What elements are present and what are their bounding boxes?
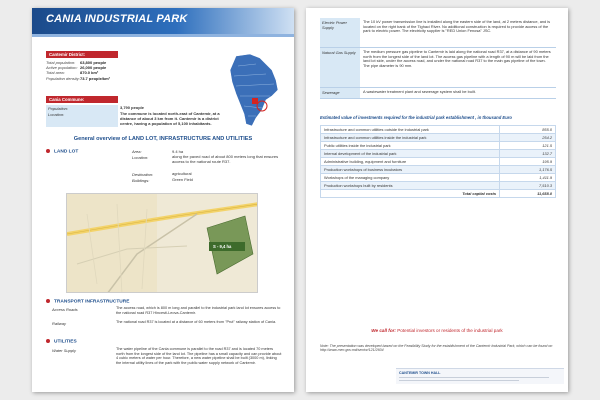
row-value: A wastewater treatment plant and sewerage system shall be built. [363, 89, 476, 94]
item-name: Production workshops of business incubators [324, 167, 403, 172]
right-page [306, 8, 568, 392]
cantemir-district-highlight [252, 98, 258, 104]
item-name: Public utilities inside the industrial park [324, 143, 391, 148]
cost-table [320, 125, 556, 198]
header-strip [32, 34, 294, 37]
water-supply-text: The water pipeline of the Cania commune is parallel to the road R37 and is located 70 meters north from the longest side of the land lot. The pipeline has a small capacity and can provide about 4 cubic meters of water per hour. Therefore, a new water pipeline shall be built (3000 m), linking the internal utility lines of the park with the public water supply network of Cantemir. [116, 347, 282, 365]
contact-footer [396, 368, 564, 384]
item-name: Infrastructure and common utilities outside the industrial park [324, 127, 429, 132]
row-key: Electric Power Supply [320, 18, 360, 47]
item-name: Infrastructure and common utilities inside the industrial park [324, 135, 427, 140]
table-row [320, 158, 556, 166]
cell-value: 870.0 km² [80, 70, 99, 76]
area-label: Area: [132, 149, 142, 154]
destination-value: agricultural [172, 171, 192, 176]
utilities-table [320, 18, 556, 99]
cell-key: Population density: [46, 75, 80, 81]
row-key: Natural Gas Supply [320, 48, 360, 87]
table-row [320, 88, 556, 99]
item-value: 121.5 [499, 142, 555, 149]
estimate-title: Estimated value of investments required for the industrial park establishment , in thousand Euro [320, 115, 512, 120]
cell-key: Total area: [46, 70, 65, 76]
cell-value: 63,800 people [80, 60, 107, 65]
utilities-heading-text: UTILITIES [54, 339, 77, 345]
left-page [32, 8, 294, 392]
item-value: 254.2 [499, 134, 555, 141]
item-value: 1,176.5 [499, 166, 555, 173]
access-roads-label: Access Roads [52, 307, 78, 312]
overview-title: General overview of LAND LOT, INFRASTRUCTURE AND UTILITIES [73, 136, 253, 142]
table-row [46, 76, 110, 81]
cell-key: Active population: [46, 65, 78, 71]
row-value: The medium pressure gas pipeline to Cantemir is laid along the national road R37, at a distance of 90 meters north from the longest side of the land lot. The access gas pipeline with a length of 90 m will be laid from the land lot side, under the access road, and under the national road R37 to the main gas pipeline of the town. The pipe diameter is 90 mm. [363, 49, 551, 68]
item-value: 195.9 [499, 158, 555, 165]
total-label: Total capital costs [462, 191, 496, 196]
footer-title: CANTEMIR TOWN HALL [399, 371, 441, 375]
bullet-icon [46, 299, 50, 303]
location-lot-value: along the paved road of about 800 meters long that ensures access to the national route R37. [172, 154, 279, 164]
commune-label: Cania Commune: [46, 96, 118, 103]
item-value: 132.7 [499, 150, 555, 157]
water-supply-label: Water Supply [52, 348, 76, 353]
cell-key: Total population: [46, 60, 76, 65]
transport-heading [46, 299, 129, 304]
table-row [320, 134, 556, 142]
moldova-map [226, 52, 282, 130]
destination-label: Destination: [132, 172, 154, 177]
transport-heading-text: TRANSPORT INFRASTRUCTURE [54, 299, 130, 305]
aerial-photo [66, 193, 258, 293]
district-table [46, 60, 110, 81]
table-row [320, 18, 556, 48]
item-value: 855.0 [499, 126, 555, 133]
call-for-text: Potential investors or residents of the industrial park [395, 328, 503, 333]
plot-area-label: S - 9,4 ha [213, 244, 232, 249]
page-title: CANIA INDUSTRIAL PARK [46, 13, 188, 25]
district-label: Cantemir District: [46, 51, 118, 58]
buildings-label: Buildings: [132, 178, 150, 183]
cell-value: 73.7 people/km² [80, 75, 111, 81]
land-lot-heading [46, 149, 78, 154]
location-label: Location: [48, 112, 65, 117]
footer-text-line [399, 380, 519, 381]
total-row [320, 190, 556, 198]
item-name: Production workshops built by residents [324, 183, 393, 188]
location-value: The commune is located north-east of Cantemir, at a distance of about 3 km from it. Cantemir is a district centre, having a population of 5,100 inhabitants. [120, 111, 220, 126]
row-key: Sewerage [320, 88, 360, 98]
call-for-label: We call for: [371, 328, 396, 333]
cell-value: 26,000 people [80, 65, 107, 71]
railway-label: Railway [52, 321, 67, 326]
access-roads-text: The access road, which is 800 m long and parallel to the industrial park land lot ensures access to the national road R37 Hincesti-Leova-Cantemir. [116, 306, 281, 315]
footnote: Note: The presentation was developed based on the Feasibility Study for the establishment of the Cantemir Industrial Park, which can be found on http://www.mec.gov.md/sector/121/2604 [320, 344, 553, 353]
buildings-value: Green Field [172, 177, 193, 182]
table-row [320, 166, 556, 174]
total-value: 11,658.0 [499, 190, 555, 197]
population-label: Population: [48, 106, 69, 111]
footer-text-line [399, 377, 549, 378]
row-value: The 10 kV power transmission line is installed along the eastern side of the land, at 2 meters distance, and is located on the right bank of the Tighaci River. No additional construction is required to provide access of the park to electric power. The electricity supplier is "RED Union Fenosa" JSC. [363, 19, 551, 34]
table-row [320, 150, 556, 158]
land-lot-heading-text: LAND LOT [54, 149, 79, 155]
railway-text: The national road R37 is located at a distance of 60 meters from "Prut" railway station of Cania. [116, 320, 277, 324]
table-row [320, 142, 556, 150]
utilities-heading [46, 339, 77, 344]
table-row [320, 182, 556, 190]
table-row [320, 48, 556, 88]
item-value: 1,411.9 [499, 174, 555, 181]
item-name: Workshops of the managing company [324, 175, 390, 180]
item-name: Internal development of the industrial park [324, 151, 397, 156]
item-value: 7,510.3 [499, 182, 555, 189]
map-country-shape [230, 54, 278, 126]
table-row [320, 174, 556, 182]
page-header [32, 8, 294, 34]
population-value: 3,790 people [120, 105, 145, 110]
item-name: Administrative building, equipment and furniture [324, 159, 407, 164]
call-for-investors [306, 328, 568, 333]
table-row [320, 125, 556, 134]
bullet-icon [46, 149, 50, 153]
bullet-icon [46, 339, 50, 343]
location-lot-label: Location: [132, 155, 149, 160]
area-value: 9.4 ha [172, 149, 184, 154]
